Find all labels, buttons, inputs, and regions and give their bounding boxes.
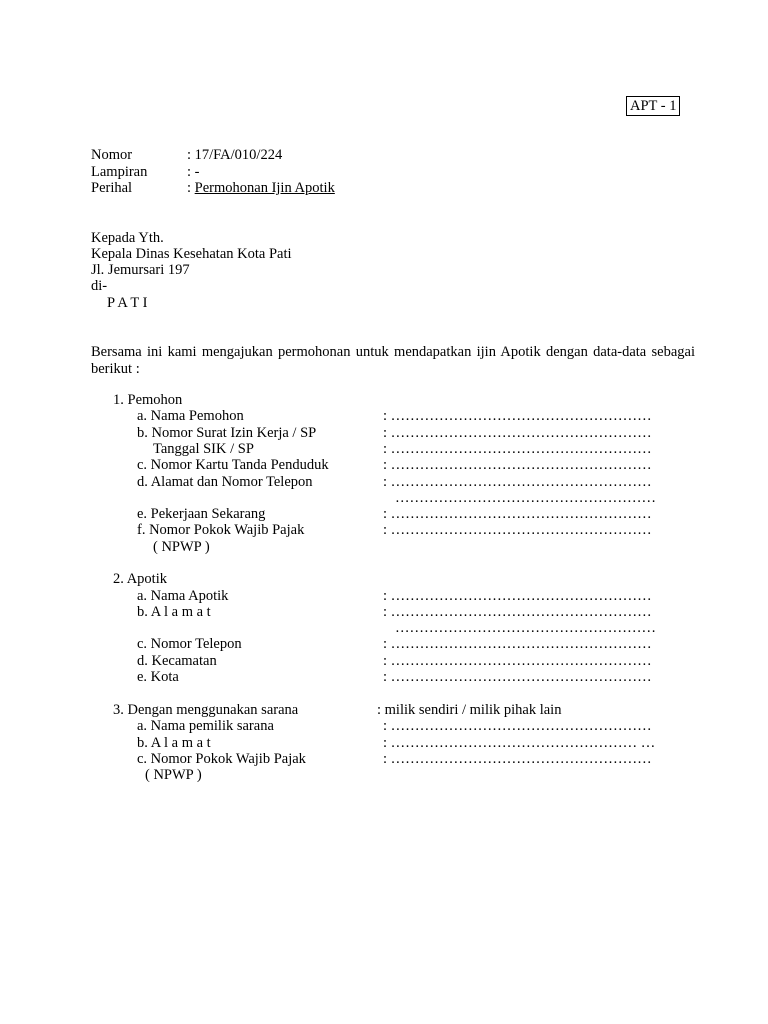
nomor-label: Nomor xyxy=(91,147,133,163)
recipient-line-3: Jl. Jemursari 197 xyxy=(91,262,190,278)
s2-b-label: b. A l a m a t xyxy=(137,604,211,620)
s3-b-label: b. A l a m a t xyxy=(137,735,211,751)
s1-c-label: c. Nomor Kartu Tanda Penduduk xyxy=(137,457,329,473)
s1-b2-label: Tanggal SIK / SP xyxy=(153,441,254,457)
nomor-value: : 17/FA/010/224 xyxy=(187,147,283,163)
s1-c-field[interactable]: : ……………………………………………… xyxy=(383,457,652,473)
s1-d-label: d. Alamat dan Nomor Telepon xyxy=(137,474,313,490)
s2-b-field[interactable]: : ……………………………………………… xyxy=(383,604,652,620)
s2-d-label: d. Kecamatan xyxy=(137,653,217,669)
s2-c-field[interactable]: : ……………………………………………… xyxy=(383,636,652,652)
s1-d-field[interactable]: : ……………………………………………… xyxy=(383,474,652,490)
s1-b-field[interactable]: : ……………………………………………… xyxy=(383,425,652,441)
s1-f2-label: ( NPWP ) xyxy=(153,539,210,555)
s2-d-field[interactable]: : ……………………………………………… xyxy=(383,653,652,669)
perihal-label: Perihal xyxy=(91,180,133,196)
s2-c-label: c. Nomor Telepon xyxy=(137,636,242,652)
lampiran-label: Lampiran xyxy=(91,164,148,180)
s2-e-field[interactable]: : ……………………………………………… xyxy=(383,669,652,685)
recipient-line-1: Kepada Yth. xyxy=(91,230,164,246)
s3-c-label: c. Nomor Pokok Wajib Pajak xyxy=(137,751,306,767)
s2-b-field-cont[interactable]: ……………………………………………… xyxy=(395,620,656,636)
perihal-value-line xyxy=(187,180,335,196)
s3-ownership-value: : milik sendiri / milik pihak lain xyxy=(377,702,562,718)
s1-f-label: f. Nomor Pokok Wajib Pajak xyxy=(137,522,305,538)
recipient-line-2: Kepala Dinas Kesehatan Kota Pati xyxy=(91,246,292,262)
s3-a-field[interactable]: : ……………………………………………… xyxy=(383,718,652,734)
s2-e-label: e. Kota xyxy=(137,669,179,685)
s3-a-label: a. Nama pemilik sarana xyxy=(137,718,274,734)
perihal-value: Permohonan Ijin Apotik xyxy=(194,180,335,196)
lampiran-value: : - xyxy=(187,164,200,180)
s3-b-field[interactable]: : …………………………………………… … xyxy=(383,735,656,751)
recipient-line-4: di- xyxy=(91,278,108,294)
s1-e-label: e. Pekerjaan Sekarang xyxy=(137,506,266,522)
section3-title: 3. Dengan menggunakan sarana xyxy=(113,702,299,718)
s1-b-label: b. Nomor Surat Izin Kerja / SP xyxy=(137,425,317,441)
s2-a-field[interactable]: : ……………………………………………… xyxy=(383,588,652,604)
s1-f-field[interactable]: : ……………………………………………… xyxy=(383,522,652,538)
section1-title: 1. Pemohon xyxy=(113,392,183,408)
s1-a-field[interactable]: : ……………………………………………… xyxy=(383,408,652,424)
section2-title: 2. Apotik xyxy=(113,571,167,587)
document-code-box: APT - 1 xyxy=(626,96,680,116)
s1-e-field[interactable]: : ……………………………………………… xyxy=(383,506,652,522)
intro-paragraph: Bersama ini kami mengajukan permohonan untuk mendapatkan ijin Apotik dengan data-data sebagai berikut : xyxy=(91,344,695,377)
s3-c2-label: ( NPWP ) xyxy=(145,767,202,783)
s1-a-label: a. Nama Pemohon xyxy=(137,408,244,424)
s1-b2-field[interactable]: : ……………………………………………… xyxy=(383,441,652,457)
s3-c-field[interactable]: : ……………………………………………… xyxy=(383,751,652,767)
recipient-city: P A T I xyxy=(107,295,148,311)
perihal-colon: : xyxy=(187,180,192,196)
s1-d-field-cont[interactable]: ……………………………………………… xyxy=(395,490,656,506)
s2-a-label: a. Nama Apotik xyxy=(137,588,229,604)
